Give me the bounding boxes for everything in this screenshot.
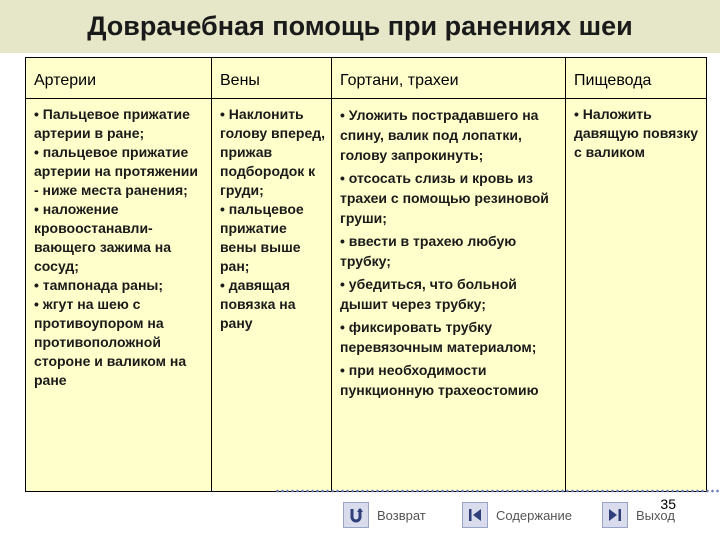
list-item: • Пальцевое прижатие артерии в ране;	[34, 106, 190, 141]
header-arteries: Артерии	[26, 58, 212, 99]
footer-divider	[275, 489, 720, 493]
list-item: • наложение кровоостанавли-вающего зажима на сосуд;	[34, 201, 172, 274]
list-item: • Наклонить голову вперед, прижав подбородок к груди;	[220, 106, 326, 198]
title-bar	[0, 0, 720, 53]
cell-larynx	[332, 99, 566, 492]
contents-label: Содержание	[496, 507, 572, 523]
cell-arteries	[26, 99, 212, 492]
content-row	[26, 99, 707, 492]
list-item: • Наложить давящую повязку с валиком	[574, 106, 699, 160]
list-item: • давящая повязка на рану	[220, 277, 296, 331]
first-aid-table	[25, 57, 707, 492]
exit-label: Выход	[636, 507, 675, 523]
return-icon	[343, 502, 369, 528]
list-item: • ввести в трахею любую трубку;	[340, 233, 517, 269]
first-page-icon	[462, 502, 488, 528]
contents-button[interactable]	[462, 500, 572, 530]
header-veins: Вены	[212, 58, 332, 99]
last-page-icon	[602, 502, 628, 528]
header-larynx: Гортани, трахеи	[332, 58, 566, 99]
page-number: 35	[660, 496, 676, 512]
back-button[interactable]	[343, 500, 426, 530]
list-item: • пальцевое прижатие артерии на протяжении - ниже места ранения;	[34, 144, 199, 198]
list-item: • Уложить пострадавшего на спину, валик под лопатки, голову запрокинуть;	[340, 107, 539, 163]
list-item: • пальцевое прижатие вены выше ран;	[220, 201, 304, 274]
list-item: • при необходимости пункционную трахеостомию	[340, 362, 539, 398]
cell-esophagus	[566, 99, 707, 492]
page-title: Доврачебная помощь при ранениях шеи	[87, 11, 633, 41]
list-item: • тампонада раны;	[34, 277, 164, 293]
cell-veins	[212, 99, 332, 492]
header-esophagus: Пищевода	[566, 58, 707, 99]
back-label: Возврат	[377, 507, 426, 523]
list-item: • отсосать слизь и кровь из трахеи с помощью резиновой груши;	[340, 170, 549, 226]
list-item: • фиксировать трубку перевязочным материалом;	[340, 319, 537, 355]
list-item: • убедиться, что больной дышит через трубку;	[340, 276, 517, 312]
header-row	[26, 58, 707, 99]
exit-button[interactable]	[602, 500, 675, 530]
list-item: • жгут на шею с противоупором на противоположной стороне и валиком на ране	[34, 296, 187, 388]
